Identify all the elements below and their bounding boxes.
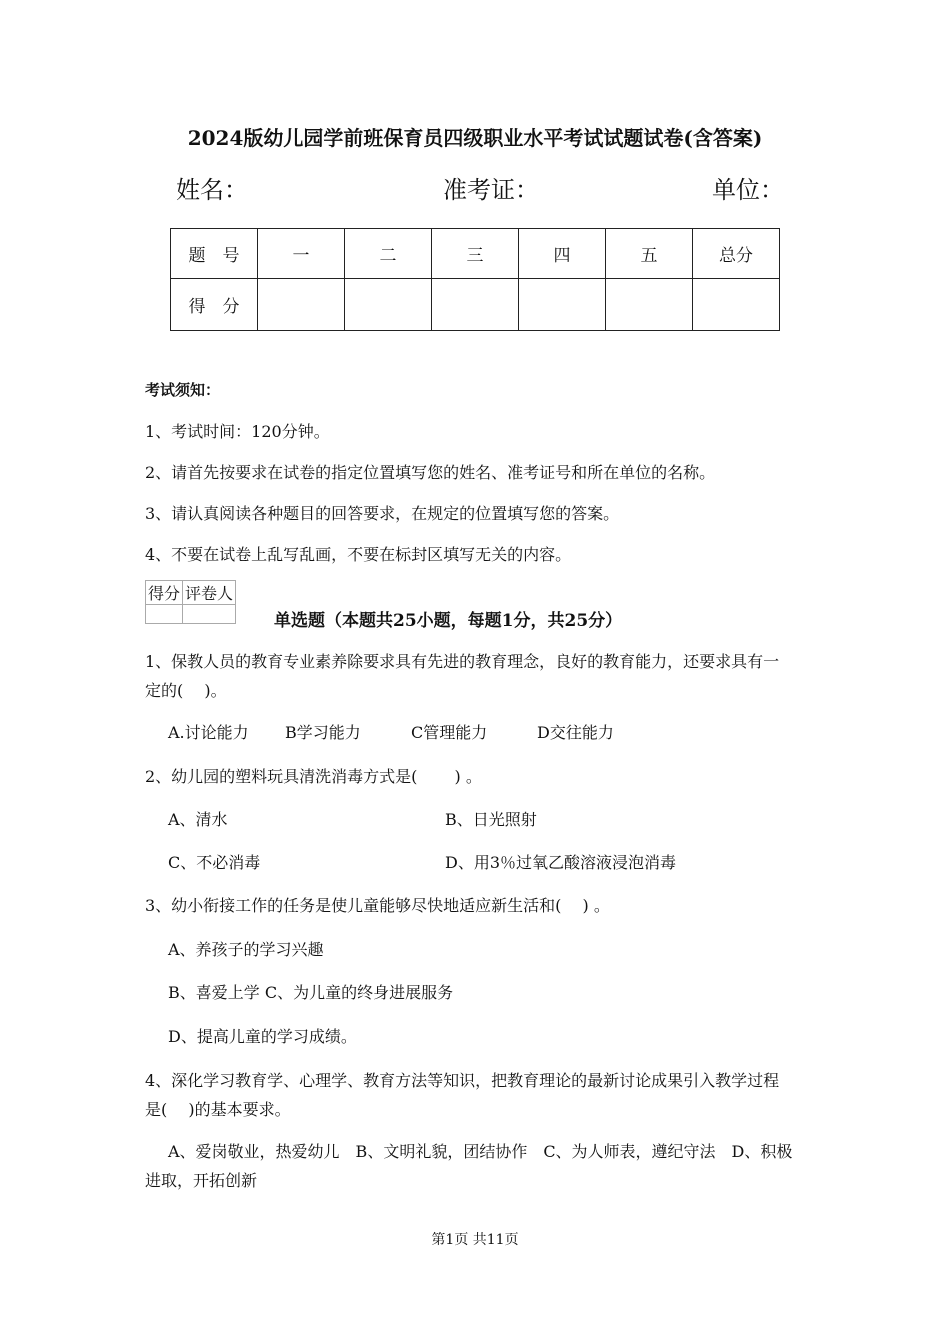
score-header-2: 二	[345, 229, 432, 279]
q2-option-d: D、用3％过氧乙酸溶液浸泡消毒	[445, 853, 677, 872]
score-cell-1	[258, 279, 345, 331]
score-cell-5	[606, 279, 693, 331]
q2-option-c: C、不必消毒	[168, 853, 261, 872]
grader-table	[145, 580, 236, 624]
score-header-3: 三	[432, 229, 519, 279]
question-4-line2: 是( )的基本要求。	[145, 1100, 291, 1119]
section-heading: 单选题（本题共25小题，每题1分，共25分）	[274, 611, 623, 631]
score-header-total: 总分	[693, 229, 780, 279]
score-cell-total	[693, 279, 780, 331]
question-1-line1: 1、保教人员的教育专业素养除要求具有先进的教育理念，良好的教育能力，还要求具有一	[145, 652, 780, 671]
q1-option-a: A.讨论能力	[168, 723, 249, 742]
q2-option-b: B、日光照射	[445, 810, 537, 829]
grader-score-label: 得分	[146, 581, 183, 605]
q1-option-d: D交往能力	[537, 723, 614, 742]
score-header-label: 题 号	[171, 229, 258, 279]
score-header-4: 四	[519, 229, 606, 279]
question-3: 3、幼小衔接工作的任务是使儿童能够尽快地适应新生活和( ) 。	[145, 896, 610, 915]
q4-options-line1: A、爱岗敬业，热爱幼儿 B、文明礼貌，团结协作 C、为人师表，遵纪守法 D、积极	[168, 1142, 793, 1161]
name-label: 姓名：	[176, 176, 248, 204]
question-1-line2: 定的( )。	[145, 681, 227, 700]
grader-name-cell	[183, 605, 236, 624]
q1-option-c: C管理能力	[411, 723, 488, 742]
notice-heading: 考试须知：	[145, 381, 221, 399]
q1-option-b: B学习能力	[285, 723, 361, 742]
q3-option-d: D、提高儿童的学习成绩。	[168, 1027, 357, 1046]
score-cell-3	[432, 279, 519, 331]
q2-option-a: A、清水	[168, 810, 228, 829]
q3-option-a: A、养孩子的学习兴趣	[168, 940, 324, 959]
score-cell-4	[519, 279, 606, 331]
notice-item: 2、请首先按要求在试卷的指定位置填写您的姓名、准考证号和所在单位的名称。	[145, 463, 716, 482]
grader-score-cell	[146, 605, 183, 624]
score-header-1: 一	[258, 229, 345, 279]
grader-name-label: 评卷人	[183, 581, 236, 605]
notice-item: 3、请认真阅读各种题目的回答要求，在规定的位置填写您的答案。	[145, 504, 620, 523]
ticket-label: 准考证：	[443, 176, 539, 204]
score-header-5: 五	[606, 229, 693, 279]
question-2: 2、幼儿园的塑料玩具清洗消毒方式是( ) 。	[145, 767, 482, 786]
q4-options-line2: 进取，开拓创新	[145, 1171, 258, 1190]
page-footer: 第1页 共11页	[431, 1232, 519, 1248]
score-cell-2	[345, 279, 432, 331]
notice-item: 4、不要在试卷上乱写乱画，不要在标封区填写无关的内容。	[145, 545, 572, 564]
unit-label: 单位：	[712, 176, 784, 204]
score-row-label: 得 分	[171, 279, 258, 331]
document-title: 2024版幼儿园学前班保育员四级职业水平考试试题试卷(含答案)	[187, 126, 763, 150]
score-table	[170, 228, 780, 331]
q3-option-bc: B、喜爱上学 C、为儿童的终身进展服务	[168, 983, 454, 1002]
question-4-line1: 4、深化学习教育学、心理学、教育方法等知识，把教育理论的最新讨论成果引入教学过程	[145, 1071, 780, 1090]
notice-item: 1、考试时间：120分钟。	[145, 422, 330, 441]
